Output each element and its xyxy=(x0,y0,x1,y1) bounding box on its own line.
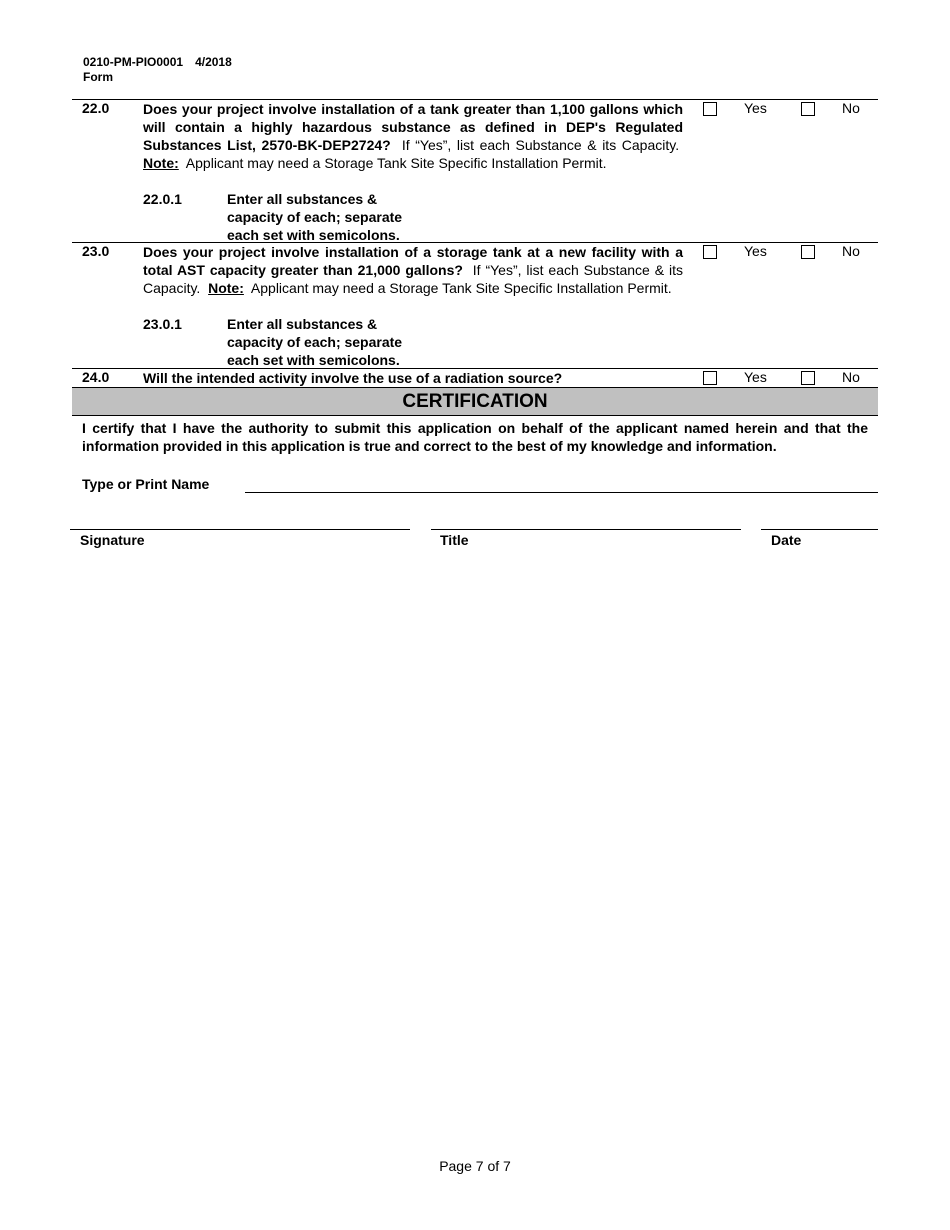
question-bold-text: Does your project involve installation of a tank greater than 1,100 gallons which will contain a highly hazardous substance as defined in DEP's Regulated Substances List, 2570-BK-DEP2724? xyxy=(143,101,683,153)
question-bold-text: Does your project involve installation of a storage tank at a new facility with a total AST capacity greater than 21,000 gallons? xyxy=(143,244,683,278)
signature-label: Signature xyxy=(80,532,145,548)
no-checkbox[interactable] xyxy=(801,245,815,259)
certification-heading: CERTIFICATION xyxy=(72,387,878,416)
yes-checkbox[interactable] xyxy=(703,102,717,116)
print-name-label: Type or Print Name xyxy=(82,476,210,492)
note-label: Note: xyxy=(143,155,179,171)
sub-question-text: Enter all substances & capacity of each; separate each set with semicolons. xyxy=(227,316,403,368)
sub-question-number: 22.0.1 xyxy=(143,191,182,207)
note-text: Applicant may need a Storage Tank Site Specific Installation Permit. xyxy=(185,155,607,171)
signature-field[interactable] xyxy=(70,529,410,530)
yes-label: Yes xyxy=(744,243,767,259)
form-date: 4/2018 xyxy=(195,55,232,69)
question-text: Will the intended activity involve the use of a radiation source? xyxy=(143,370,563,386)
form-header xyxy=(83,55,232,85)
note-text: Applicant may need a Storage Tank Site Specific Installation Permit. xyxy=(250,280,672,296)
question-plain-text: If “Yes”, list each Substance & its Capacity. xyxy=(143,262,683,296)
question-number: 22.0 xyxy=(82,100,110,116)
yes-label: Yes xyxy=(744,100,767,116)
sub-question-text: Enter all substances & capacity of each; separate each set with semicolons. xyxy=(227,191,403,243)
date-field[interactable] xyxy=(761,529,878,530)
question-text xyxy=(143,100,683,172)
no-label: No xyxy=(842,100,860,116)
no-checkbox[interactable] xyxy=(801,371,815,385)
note-label: Note: xyxy=(208,280,244,296)
date-label: Date xyxy=(771,532,802,548)
no-label: No xyxy=(842,369,860,385)
no-label: No xyxy=(842,243,860,259)
page-number: Page 7 of 7 xyxy=(439,1158,511,1174)
question-plain-text: If “Yes”, list each Substance & its Capacity. xyxy=(401,137,680,153)
yes-label: Yes xyxy=(744,369,767,385)
form-code: 0210-PM-PIO0001 xyxy=(83,55,184,69)
no-checkbox[interactable] xyxy=(801,102,815,116)
certification-statement: I certify that I have the authority to submit this application on behalf of the applicant named herein and that the information provided in this application is true and correct to the best of my knowledge and information. xyxy=(82,420,868,454)
question-text xyxy=(143,243,683,297)
yes-checkbox[interactable] xyxy=(703,245,717,259)
question-number: 24.0 xyxy=(82,369,110,385)
sub-question-number: 23.0.1 xyxy=(143,316,182,332)
yes-checkbox[interactable] xyxy=(703,371,717,385)
question-number: 23.0 xyxy=(82,243,110,259)
title-label: Title xyxy=(440,532,469,548)
print-name-field[interactable] xyxy=(245,492,878,493)
form-label: Form xyxy=(83,70,113,84)
title-field[interactable] xyxy=(431,529,741,530)
